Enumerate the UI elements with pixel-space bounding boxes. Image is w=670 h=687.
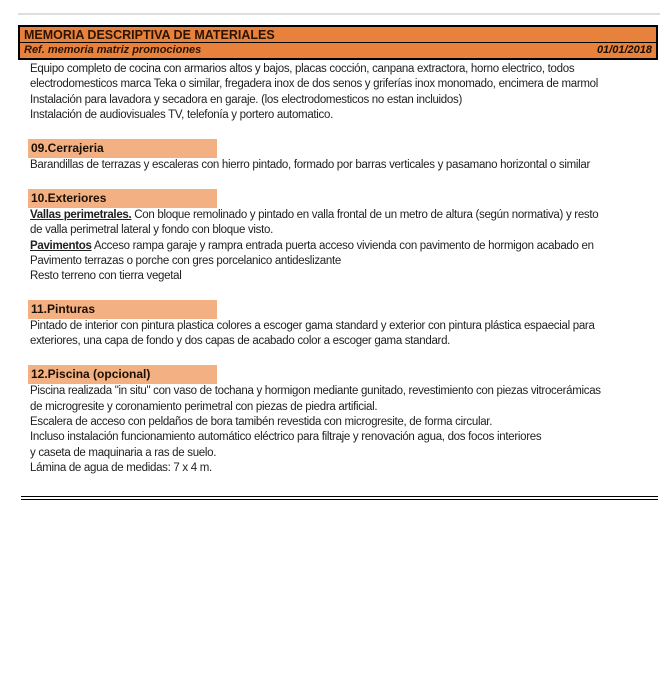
text-segment: Piscina realizada "in situ" con vaso de tochana y hormigon mediante gunitado, revestimiento con piezas vitrocerámicas [30,385,601,398]
text-line [28,400,668,415]
text-segment: Equipo completo de cocina con armarios altos y bajos, placas cocción, canpana extractora, horno electrico, todos [30,63,575,75]
reference-row [20,43,656,58]
text-line [28,334,668,349]
text-line [28,461,668,476]
text-line [28,430,668,445]
text-line [28,254,668,269]
text-segment: Incluso instalación funcionamiento automático eléctrico para filtraje y renovación agua, dos focos interiores [30,431,542,444]
text-segment: Pavimento terrazas o porche con gres porcelanico antideslizante [30,254,341,267]
text-segment: Vallas perimetrales. [30,208,132,221]
text-segment: Lámina de agua de medidas: 7 x 4 m. [30,462,212,475]
top-gridline [18,13,660,15]
text-line [28,93,668,108]
text-segment: Instalación para lavadora y secadora en garaje. (los electrodomesticos no estan incluidos) [30,93,462,106]
text-line [28,446,668,461]
text-segment: y caseta de maquinaria a ras de suelo. [30,446,217,459]
section-heading: 10.Exteriores [28,189,217,208]
text-segment: electrodomesticos marca Teka o similar, fregadera inox de dos senos y griferías inox monomado, encimera de marmol [30,78,598,91]
end-of-document-rule [21,496,658,500]
text-segment: de valla perimetral lateral y fondo con bloque visto. [30,224,273,237]
text-segment: Con bloque remolinado y pintado en valla frontal de un metro de altura (según normativa) y resto [131,208,599,221]
text-segment: de microgresite y coronamiento perimetral con piezas de piedra artificial. [30,400,378,413]
section-heading: 11.Pinturas [28,300,217,319]
text-segment: Pavimentos [30,239,92,252]
text-line [28,319,668,334]
text-segment: Escalera de acceso con peldaños de bora tamibén revestida con microgresite, de forma circular. [30,416,493,429]
document-date: 01/01/2018 [596,44,652,56]
text-line [28,208,668,223]
text-segment: exteriores, una capa de fondo y dos capas de acabado color a escoger gama standard. [30,335,451,348]
text-line [28,223,668,238]
document-body [28,62,668,477]
text-line [28,269,668,284]
section-heading: 12.Piscina (opcional) [28,365,217,384]
text-segment: Instalación de audiovisuales TV, telefonía y portero automatico. [30,109,334,122]
text-segment: Pintado de interior con pintura plastica colores a escoger gama standard y exterior con pintura plástica espaecial para [30,320,595,333]
text-line [28,77,668,92]
text-segment: Resto terreno con tierra vegetal [30,270,182,283]
section-heading: 09.Cerrajeria [28,139,217,158]
reference-label: Ref. memoria matriz promociones [24,44,202,56]
text-line [28,239,668,254]
text-line [28,62,668,77]
text-line [28,415,668,430]
text-line [28,108,668,123]
text-line [28,158,668,173]
text-segment: Acceso rampa garaje y rampra entrada puerta acceso vivienda con pavimento de hormigon acabado en [91,239,594,252]
text-segment: Barandillas de terrazas y escaleras con hierro pintado, formado por barras verticales y pasamano horizontal o similar [30,158,590,171]
document-header [18,25,658,60]
document-title: MEMORIA DESCRIPTIVA DE MATERIALES [20,27,656,43]
text-line [28,384,668,399]
